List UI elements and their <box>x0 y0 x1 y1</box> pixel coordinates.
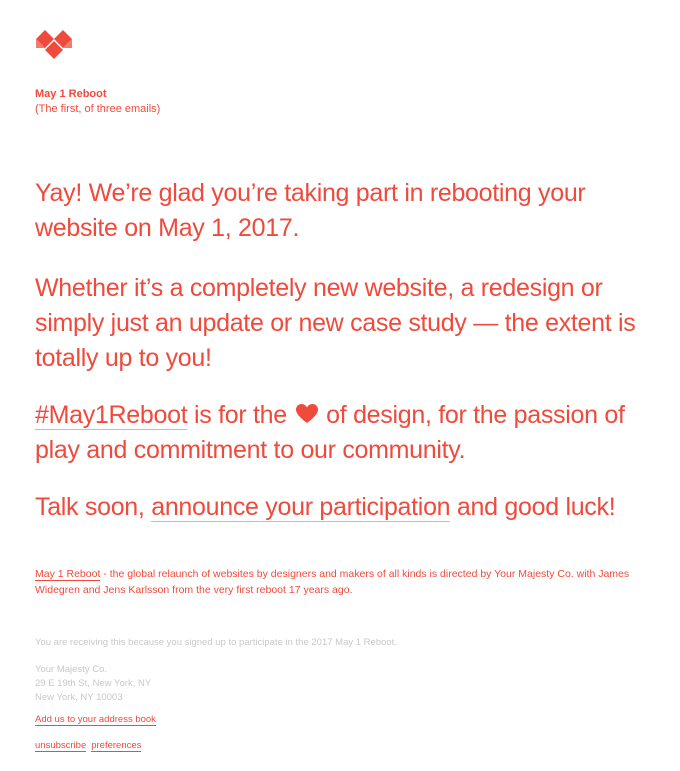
closing-paragraph <box>35 490 655 525</box>
address-line-2: New York, NY 10003 <box>35 692 123 703</box>
preferences-row <box>35 740 141 751</box>
receiving-notice: You are receiving this because you signed up to participate in the 2017 May 1 Reboot. <box>35 637 397 648</box>
about-text: - the global relaunch of websites by designers and makers of all kinds is directed by Your Majesty Co. with James Widegren and Jens Karlsson from the very first reboot 17 years ago. <box>35 568 630 596</box>
about-paragraph <box>35 566 655 598</box>
may1reboot-link[interactable]: May 1 Reboot <box>35 568 101 580</box>
reboot-logo-icon <box>35 26 73 64</box>
intro-paragraph: Yay! We’re glad you’re taking part in rebooting your website on May 1, 2017. <box>35 179 586 242</box>
unsubscribe-link[interactable]: unsubscribe <box>35 740 87 751</box>
email-subtitle: (The first, of three emails) <box>35 103 161 115</box>
announce-participation-link[interactable]: announce your participation <box>151 493 451 521</box>
company-address <box>35 663 151 705</box>
closing-text-b: and good luck! <box>450 493 616 521</box>
hashtag-text-a: is for the <box>187 401 294 429</box>
preferences-link[interactable]: preferences <box>91 740 142 751</box>
address-line-1: 29 E 19th St, New York, NY <box>35 678 152 689</box>
heart-icon <box>296 399 318 419</box>
closing-text-a: Talk soon, <box>35 493 152 521</box>
address-book-link[interactable]: Add us to your address book <box>35 714 156 725</box>
email-title: May 1 Reboot <box>35 88 107 100</box>
hashtag-text-b: of design, for the passion of play and commitment to our community. <box>35 401 625 464</box>
hashtag-link[interactable]: #May1Reboot <box>35 401 188 429</box>
extent-paragraph: Whether it’s a completely new website, a redesign or simply just an update or new case study — the extent is totally up to you! <box>35 274 636 372</box>
address-book-row <box>35 714 156 725</box>
hashtag-paragraph <box>35 398 655 468</box>
company-name: Your Majesty Co. <box>35 664 107 675</box>
